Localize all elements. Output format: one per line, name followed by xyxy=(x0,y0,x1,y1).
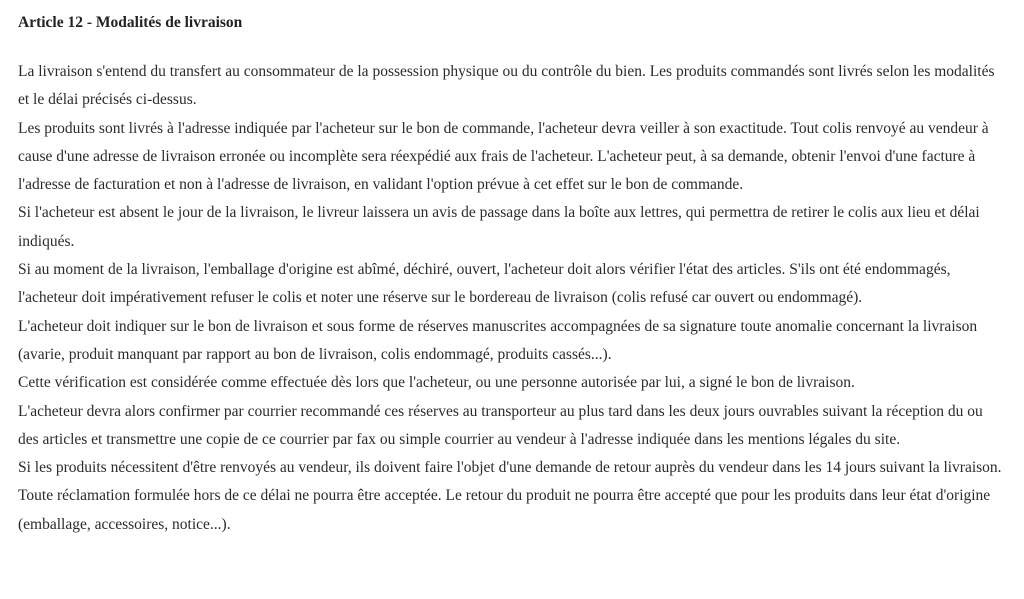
article-body xyxy=(18,58,1006,539)
paragraph-registered-mail: L'acheteur devra alors confirmer par courrier recommandé ces réserves au transporteur au plus tard dans les deux jours ouvrables suivant la réception du ou des articles et transmettre une copie de ce courrier par fax ou simple courrier au vendeur à l'adresse indiquée dans les mentions légales du site. xyxy=(18,402,983,448)
paragraph-delivery-reserves: L'acheteur doit indiquer sur le bon de livraison et sous forme de réserves manuscrites accompagnées de sa signature toute anomalie concernant la livraison (avarie, produit manquant par rapport au bon de livraison, colis endommagé, produits cassés...). xyxy=(18,317,978,363)
paragraph-delivery-definition: La livraison s'entend du transfert au consommateur de la possession physique ou du contrôle du bien. Les produits commandés sont livrés selon les modalités et le délai précisés ci-dessus. xyxy=(18,63,995,109)
paragraph-delivery-address: Les produits sont livrés à l'adresse indiquée par l'acheteur sur le bon de commande, l'acheteur devra veiller à son exactitude. Tout colis renvoyé au vendeur à cause d'une adresse de livraison erronée ou incomplète sera réexpédié aux frais de l'acheteur. L'acheteur peut, à sa demande, obtenir l'envoi d'une facture à l'adresse de facturation et non à l'adresse de livraison, en validant l'option prévue à cet effet sur le bon de commande. xyxy=(18,119,989,194)
paragraph-verification: Cette vérification est considérée comme effectuée dès lors que l'acheteur, ou une personne autorisée par lui, a signé le bon de livraison. xyxy=(18,374,855,392)
paragraph-absent-buyer: Si l'acheteur est absent le jour de la livraison, le livreur laissera un avis de passage dans la boîte aux lettres, qui permettra de retirer le colis aux lieu et délai indiqués. xyxy=(18,204,980,250)
paragraph-returns: Si les produits nécessitent d'être renvoyés au vendeur, ils doivent faire l'objet d'une demande de retour auprès du vendeur dans les 14 jours suivant la livraison. Toute réclamation formulée hors de ce délai ne pourra être acceptée. Le retour du produit ne pourra être accepté que pour les produits dans leur état d'origine (emballage, accessoires, notice...). xyxy=(18,459,1002,533)
paragraph-damaged-packaging: Si au moment de la livraison, l'emballage d'origine est abîmé, déchiré, ouvert, l'acheteur doit alors vérifier l'état des articles. S'ils ont été endommagés, l'acheteur doit impérativement refuser le colis et noter une réserve sur le bordereau de livraison (colis refusé car ouvert ou endommagé). xyxy=(18,261,951,307)
article-title: Article 12 - Modalités de livraison xyxy=(18,14,243,31)
